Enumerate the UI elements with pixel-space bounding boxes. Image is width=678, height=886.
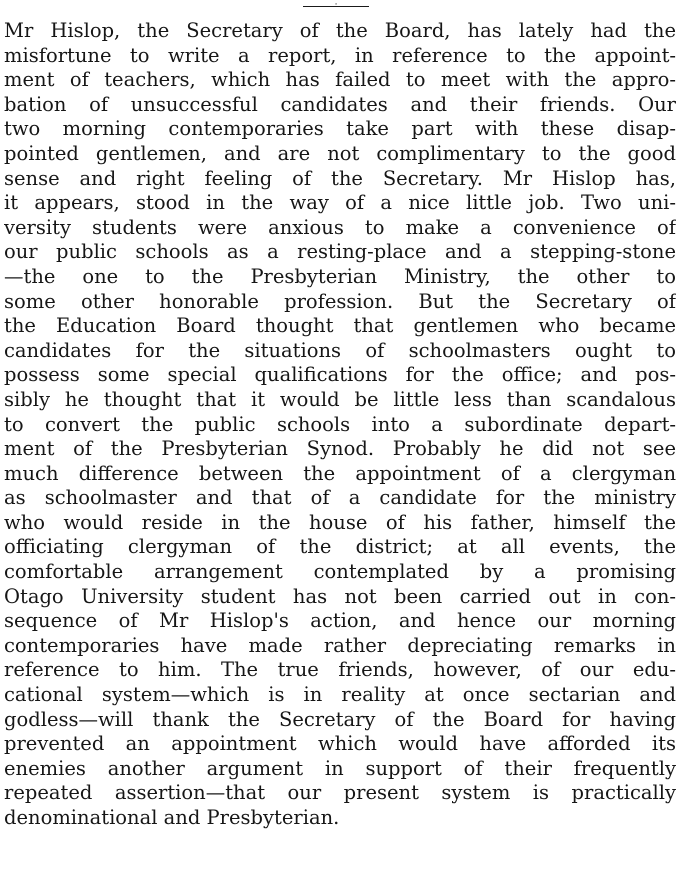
article-line: repeated assertion—that our present system is practically xyxy=(4,781,676,805)
article-line: ment of the Presbyterian Synod. Probably he did not see xyxy=(4,437,676,461)
article-line: Mr Hislop, the Secretary of the Board, has lately had the xyxy=(4,19,676,42)
article-line: misfortune to write a report, in reference to the appoint- xyxy=(4,43,676,67)
article-line: to convert the public schools into a subordinate depart- xyxy=(4,412,676,436)
article-line: comfortable arrangement contemplated by a promising xyxy=(4,560,676,584)
article-line: contemporaries have made rather depreciating remarks in xyxy=(4,633,676,657)
article-body xyxy=(4,19,676,831)
article-line: officiating clergyman of the district; at all events, the xyxy=(4,535,676,559)
article-line: cational system—which is in reality at once sectarian and xyxy=(4,683,676,707)
article-line: denominational and Presbyterian. xyxy=(4,806,340,829)
article-line: candidates for the situations of schoolmasters ought to xyxy=(4,338,676,362)
article-line: our public schools as a resting-place and a stepping-stone xyxy=(4,240,676,264)
article-line: pointed gentlemen, and are not complimentary to the good xyxy=(4,141,676,165)
article-line: sibly he thought that it would be little less than scandalous xyxy=(4,387,676,411)
article-line: reference to him. The true friends, however, of our edu- xyxy=(4,658,676,682)
article-line: some other honorable profession. But the Secretary of xyxy=(4,289,676,313)
article-line: two morning contemporaries take part with these disap- xyxy=(4,117,676,141)
article-line: bation of unsuccessful candidates and their friends. Our xyxy=(4,92,676,116)
article-line: sequence of Mr Hislop's action, and hence our morning xyxy=(4,609,676,633)
article-line: it appears, stood in the way of a nice little job. Two uni- xyxy=(4,191,676,215)
article-line: godless—will thank the Secretary of the Board for having xyxy=(4,707,676,731)
article-line: Otago University student has not been carried out in con- xyxy=(4,584,676,608)
section-separator-mark: · xyxy=(334,0,338,10)
article-line: enemies another argument in support of their frequently xyxy=(4,756,676,780)
article-line: —the one to the Presbyterian Ministry, the other to xyxy=(4,264,676,288)
article-line: who would reside in the house of his father, himself the xyxy=(4,510,676,534)
article-line: ment of teachers, which has failed to meet with the appro- xyxy=(4,68,676,92)
article-line: sense and right feeling of the Secretary. Mr Hislop has, xyxy=(4,166,676,190)
article-line: prevented an appointment which would have afforded its xyxy=(4,732,676,756)
article-line: much difference between the appointment of a clergyman xyxy=(4,461,676,485)
article-line: as schoolmaster and that of a candidate for the ministry xyxy=(4,486,676,510)
article-line: versity students were anxious to make a convenience of xyxy=(4,215,676,239)
article-line: the Education Board thought that gentlemen who became xyxy=(4,314,676,338)
article-line: possess some special qualifications for the office; and pos- xyxy=(4,363,676,387)
